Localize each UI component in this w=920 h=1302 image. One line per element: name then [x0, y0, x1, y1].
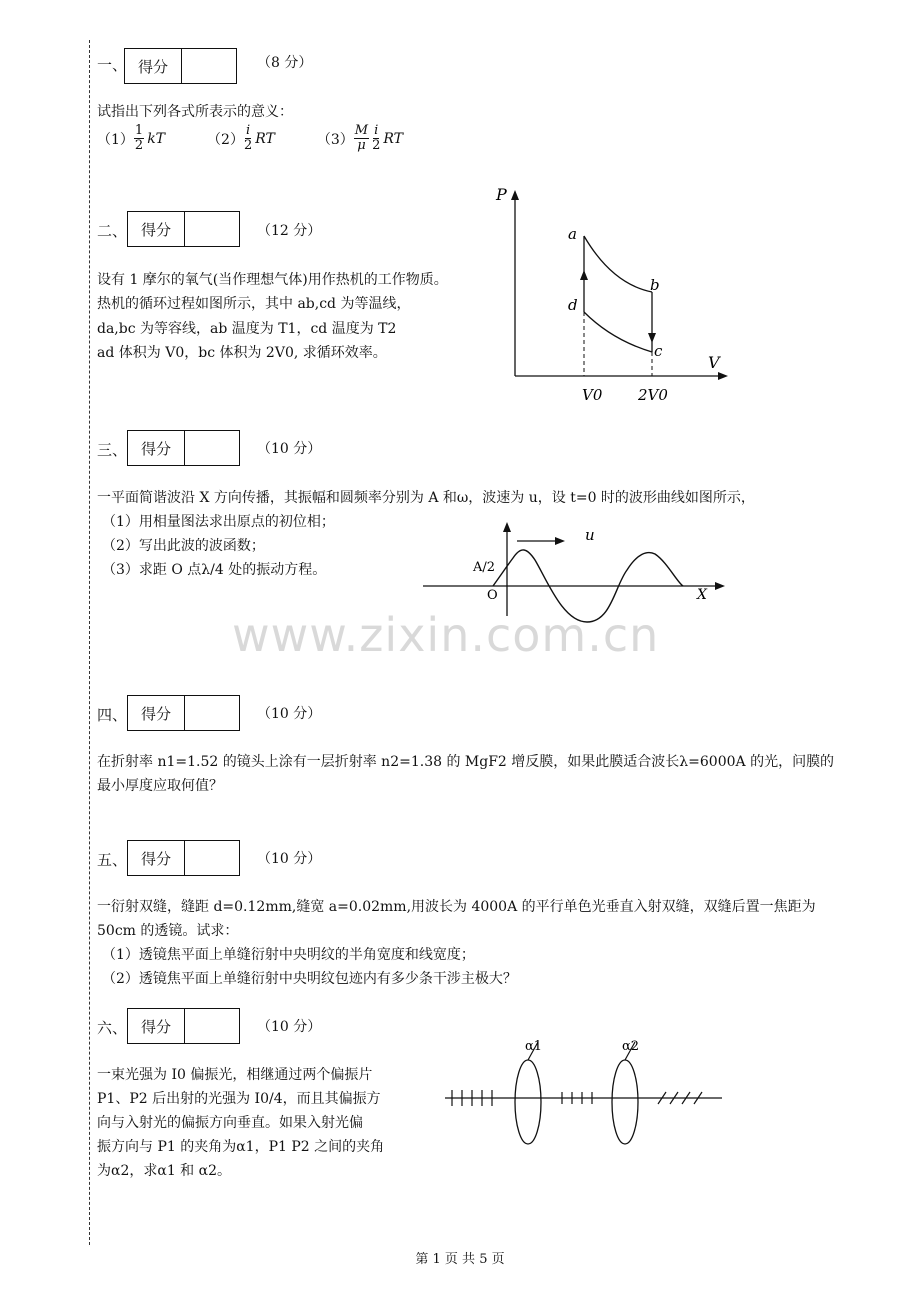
polarizer-diagram [440, 1030, 730, 1155]
q1-formulas [97, 124, 403, 154]
2v0-label: 2V0 [638, 386, 668, 404]
q2-points: （12 分） [257, 223, 322, 239]
y-axis-arrow [503, 522, 511, 532]
score-label: 得分 [128, 841, 185, 875]
q1-item1-frac: $\frac{1}{2}$ [134, 123, 144, 154]
q2-number: 二、 [97, 222, 128, 240]
score-blank[interactable] [182, 49, 236, 83]
alpha2-label: α2 [622, 1039, 640, 1054]
binding-dashed-line [89, 40, 90, 1245]
q6-line-1: 一束光强为 I0 偏振光，相继通过两个偏振片 [97, 1067, 373, 1083]
q1-item1-tail: kT [147, 130, 166, 147]
q1-item3-frac2: $\frac{i}{2}$ [372, 123, 381, 154]
p-axis-arrow [511, 190, 519, 200]
velocity-arrow [555, 537, 565, 545]
score-label: 得分 [125, 49, 182, 83]
q6-points: （10 分） [257, 1019, 322, 1035]
score-label: 得分 [128, 696, 185, 730]
q1-text: 试指出下列各式所表示的意义： [97, 104, 293, 120]
q5-line-2: 50cm 的透镜。试求： [97, 923, 239, 939]
q3-score-box [127, 430, 240, 466]
score-blank[interactable] [185, 1009, 239, 1043]
amplitude-label: A/2 [473, 560, 496, 575]
polarizer-p1 [515, 1060, 541, 1144]
pv-diagram [480, 180, 740, 410]
x-axis-arrow [715, 582, 725, 590]
q5-line-1: 一衍射双缝，缝距 d=0.12mm,缝宽 a=0.02mm,用波长为 4000A 的平行单色光垂直入射双缝，双缝后置一焦距为 [97, 899, 816, 915]
q6-line-4: 振方向与 P1 的夹角为α1，P1 P2 之间的夹角 [97, 1139, 385, 1155]
watermark: www.zixin.com.cn [232, 608, 660, 662]
v-axis-arrow [718, 372, 728, 380]
q5-score-box [127, 840, 240, 876]
point-b-label: b [650, 276, 660, 294]
q1-score-box [124, 48, 237, 84]
q1-item2-label: （2） [207, 131, 244, 148]
q3-item-2: （2）写出此波的波函数； [102, 538, 265, 554]
q1-points: （8 分） [257, 55, 313, 71]
q1-item2-frac: $\frac{i}{2}$ [243, 123, 253, 154]
isotherm-ab [584, 236, 652, 292]
q3-points: （10 分） [257, 441, 322, 457]
q4-points: （10 分） [257, 706, 322, 722]
da-arrow [580, 270, 588, 280]
q6-line-5: 为α2，求α1 和 α2。 [97, 1163, 231, 1179]
score-blank[interactable] [185, 431, 239, 465]
score-blank[interactable] [185, 212, 239, 246]
p-axis-label: P [496, 185, 507, 204]
polarizer-p2 [612, 1060, 638, 1144]
q2-score-box [127, 211, 240, 247]
page-footer: 第 1 页 共 5 页 [415, 1252, 505, 1267]
q6-number: 六、 [97, 1019, 128, 1037]
point-c-label: c [654, 342, 663, 360]
point-a-label: a [568, 225, 577, 243]
q2-line-3: da,bc 为等容线，ab 温度为 T1，cd 温度为 T2 [97, 321, 397, 337]
q4-line-2: 最小厚度应取何值？ [97, 778, 223, 794]
x-axis-label: X [697, 587, 707, 603]
q5-line-3: （1）透镜焦平面上单缝衍射中央明纹的半角宽度和线宽度； [102, 947, 475, 963]
velocity-label: u [585, 526, 595, 544]
origin-label: O [487, 588, 498, 603]
q5-number: 五、 [97, 851, 128, 869]
score-label: 得分 [128, 1009, 185, 1043]
q2-line-2: 热机的循环过程如图所示，其中 ab,cd 为等温线， [97, 296, 411, 312]
point-d-label: d [568, 296, 578, 314]
q3-intro: 一平面简谐波沿 X 方向传播，其振幅和圆频率分别为 A 和ω，波速为 u，设 t=0 时的波形曲线如图所示， [97, 490, 755, 506]
q1-item3-tail: RT [383, 130, 404, 147]
score-blank[interactable] [185, 841, 239, 875]
q5-line-4: （2）透镜焦平面上单缝衍射中央明纹包迹内有多少条干涉主极大？ [102, 971, 517, 987]
q1-item3-label: （3） [316, 131, 354, 148]
q5-points: （10 分） [257, 851, 322, 867]
q6-score-box [127, 1008, 240, 1044]
q1-item3-frac1: $\frac{M}{\mu}$ [354, 123, 369, 154]
q3-item-1: （1）用相量图法求出原点的初位相； [102, 514, 335, 530]
q1-number: 一、 [97, 56, 128, 74]
score-blank[interactable] [185, 696, 239, 730]
q3-item-3: （3）求距 O 点λ/4 处的振动方程。 [102, 562, 327, 578]
q4-number: 四、 [97, 706, 128, 724]
v-axis-label: V [708, 353, 720, 372]
score-label: 得分 [128, 212, 185, 246]
q4-line-1: 在折射率 n1=1.52 的镜头上涂有一层折射率 n2=1.38 的 MgF2 增反膜，如果此膜适合波长λ=6000A 的光，问膜的 [97, 754, 835, 770]
alpha1-label: α1 [525, 1039, 543, 1054]
q6-line-2: P1、P2 后出射的光强为 I0/4，而且其偏振方 [97, 1091, 381, 1107]
score-label: 得分 [128, 431, 185, 465]
q2-line-1: 设有 1 摩尔的氧气(当作理想气体)用作热机的工作物质。 [97, 272, 448, 288]
isotherm-dc [584, 312, 652, 352]
q2-line-4: ad 体积为 V0，bc 体积为 2V0, 求循环效率。 [97, 345, 387, 361]
q3-number: 三、 [97, 441, 128, 459]
q1-item1-label: （1） [97, 131, 134, 148]
q1-item2-tail: RT [255, 130, 275, 147]
q4-score-box [127, 695, 240, 731]
v0-label: V0 [582, 386, 603, 404]
q6-line-3: 向与入射光的偏振方向垂直。如果入射光偏 [97, 1115, 363, 1131]
